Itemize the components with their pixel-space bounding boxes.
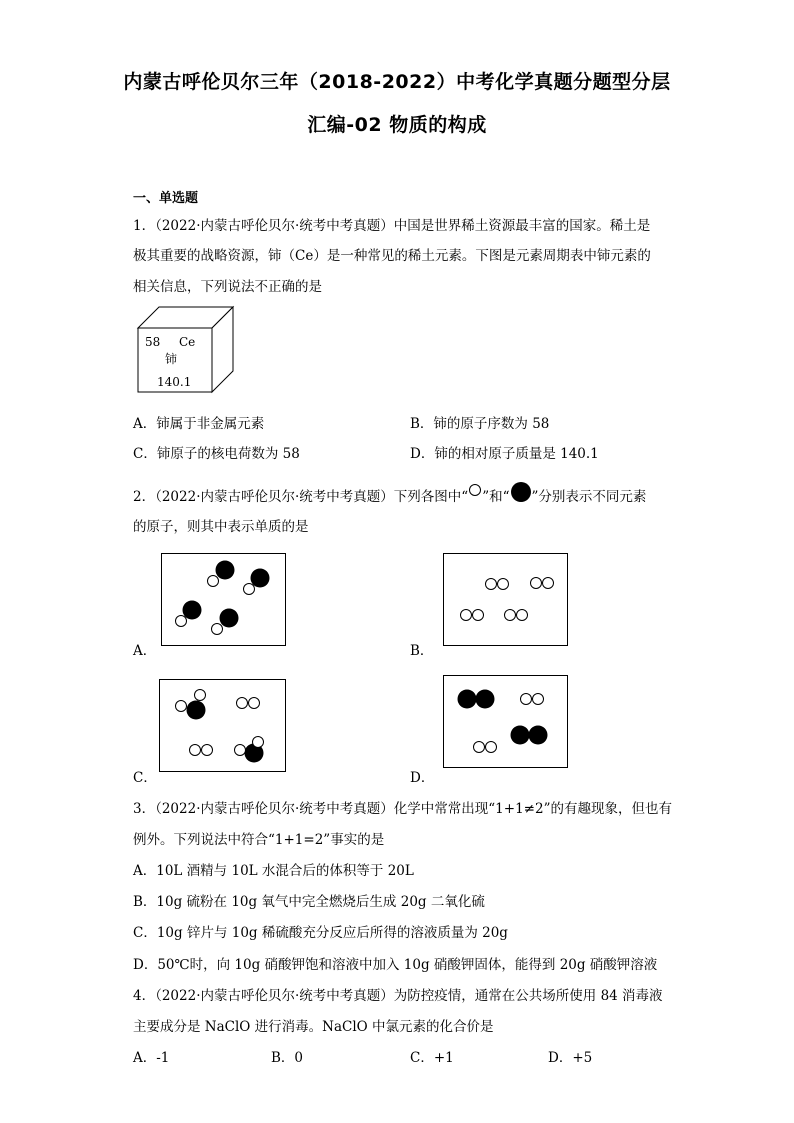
q4-option-a[interactable]: A．-1 [133,1050,170,1066]
q2-option-d[interactable]: D． [410,770,435,786]
q3-option-b[interactable]: B．10g 硫粉在 10g 氧气中完全燃烧后生成 20g 二氧化硫 [133,894,485,910]
q1-stem-line-3: 相关信息，下列说法不正确的是 [133,279,322,295]
q4-stem-line-2: 主要成分是 NaClO 进行消毒。NaClO 中氯元素的化合价是 [133,1019,494,1035]
q2-option-c[interactable]: C． [133,770,157,786]
q2-stem-line-2: 的原子，则其中表示单质的是 [133,519,309,535]
white-atom-icon [468,483,482,497]
black-atom-icon [510,481,532,503]
q1-option-c[interactable]: C．铈原子的核电荷数为 58 [133,446,300,462]
element-name: 铈 [165,352,178,366]
q2-stem-mid: ”和“ [482,489,510,505]
q3-option-c[interactable]: C．10g 锌片与 10g 稀硫酸充分反应后所得的溶液质量为 20g [133,925,508,941]
q1-stem-line-2: 极其重要的战略资源，铈（Ce）是一种常见的稀土元素。下图是元素周期表中铈元素的 [133,248,651,264]
q4-option-b[interactable]: B．0 [271,1050,304,1066]
q1-stem-line-1: 1．（2022·内蒙古呼伦贝尔·统考中考真题）中国是世界稀土资源最丰富的国家。稀土是 [133,218,651,234]
q4-option-c[interactable]: C．+1 [410,1050,454,1066]
q1-option-d[interactable]: D．铈的相对原子质量是 140.1 [410,446,599,462]
q3-stem-line-2: 例外。下列说法中符合“1+1=2”事实的是 [133,832,385,848]
diagram-b [443,553,569,647]
diagram-d [443,675,569,769]
element-symbol: Ce [179,335,196,349]
element-number: 58 [145,335,161,349]
q3-option-a[interactable]: A．10L 酒精与 10L 水混合后的体积等于 20L [133,863,414,879]
q4-stem-line-1: 4．（2022·内蒙古呼伦贝尔·统考中考真题）为防控疫情，通常在公共场所使用 84 消毒液 [133,988,663,1004]
element-mass: 140.1 [157,375,192,389]
q2-option-a[interactable]: A． [133,643,157,659]
diagram-a [161,553,287,647]
document-title-line-2: 汇编-02 物质的构成 [307,114,487,136]
cerium-element-card [137,306,235,394]
q3-option-d[interactable]: D．50℃时，向 10g 硝酸钾饱和溶液中加入 10g 硝酸钾固体，能得到 20g 硝酸钾溶液 [133,957,658,973]
q2-stem-prefix: 2．（2022·内蒙古呼伦贝尔·统考中考真题）下列各图中“ [133,489,469,505]
q2-stem-suffix: ”分别表示不同元素 [531,489,647,505]
diagram-c [159,679,287,773]
section-heading: 一、单选题 [133,191,199,206]
q1-option-b[interactable]: B．铈的原子序数为 58 [410,416,550,432]
document-title-line-1: 内蒙古呼伦贝尔三年（2018-2022）中考化学真题分题型分层 [123,71,671,93]
q2-stem-line-1 [133,485,646,509]
q2-option-b[interactable]: B． [410,643,434,659]
q1-option-a[interactable]: A．铈属于非金属元素 [133,416,265,432]
q4-option-d[interactable]: D．+5 [548,1050,593,1066]
q3-stem-line-1: 3．（2022·内蒙古呼伦贝尔·统考中考真题）化学中常常出现“1+1≠2”的有趣现象，但也有 [133,801,672,817]
